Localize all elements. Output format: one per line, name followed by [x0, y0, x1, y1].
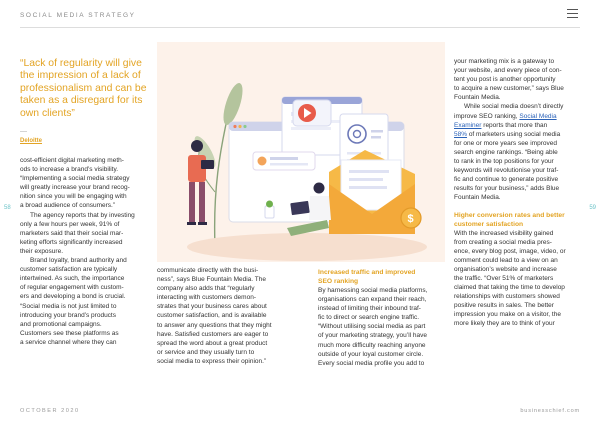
body-line: While social media doesn’t directly — [464, 103, 564, 111]
body-line: intertwined. As such, the importance — [20, 275, 125, 283]
text-column-3 — [318, 268, 446, 368]
body-line: positive results in sales. The better — [454, 302, 554, 310]
body-line: of regular engagement with custom- — [20, 284, 124, 292]
body-line: for one or more years see improved — [454, 139, 557, 147]
svg-text:$: $ — [407, 213, 414, 225]
body-line: a broad audience of consumers.” — [20, 202, 116, 210]
body-line: With the increased visibility gained — [454, 229, 554, 237]
body-line: Fountain Media. — [454, 194, 501, 202]
body-line: only a few hours per week, 91% of — [20, 220, 120, 228]
body-line: or service and they usually turn to — [157, 348, 255, 356]
body-line: have. Satisfied customers are eager to — [157, 330, 269, 338]
body-line: ence, every blog post, image, video, or — [454, 247, 566, 255]
body-line: fic to direct or search engine traffic. — [318, 314, 420, 322]
social-media-examiner-link[interactable]: Social Media — [519, 112, 557, 120]
body-line: 58% of marketers using social media — [454, 130, 561, 138]
play-button-icon — [293, 100, 331, 126]
body-line: Examiner reports that more than — [454, 121, 548, 129]
body-line: strates that your business cares about — [157, 303, 267, 311]
body-line: “Without utilising social media as part — [318, 323, 426, 331]
body-line: comment could lead to a view on an — [454, 256, 558, 264]
body-line: keting efforts significantly increased — [20, 238, 123, 246]
social-media-illustration — [157, 42, 445, 262]
body-line: organisations can expand their reach, — [318, 296, 427, 304]
body-line: your marketing mix is a gateway to — [454, 58, 555, 65]
body-line: much more difficulty reaching anyone — [318, 341, 426, 349]
fifty-eight-percent-link[interactable]: 58% — [454, 130, 468, 138]
page-number-left: 58 — [4, 205, 11, 211]
body-line: the traffic. “Over 51% of marketers — [454, 274, 554, 282]
body-line: spread the word about a great product — [157, 339, 268, 347]
body-line: their exposure. — [20, 247, 63, 255]
body-line: search engine rankings. “Being able — [454, 148, 558, 156]
body-line: and promotional campaigns. — [20, 320, 102, 328]
header-divider — [20, 27, 580, 28]
body-line: to acquire a new customer,” says Blue — [454, 85, 564, 93]
section-title: SOCIAL MEDIA STRATEGY — [20, 12, 136, 19]
body-line: outside of your loyal customer circle. — [318, 350, 424, 358]
body-line: customer satisfaction, and is available — [157, 312, 267, 320]
body-line: cost-efficient digital marketing meth- — [20, 157, 124, 164]
body-line: from creating a social media pres- — [454, 238, 552, 246]
body-line: to answer any questions that they might — [157, 321, 272, 329]
body-line: Every social media profile you add to — [318, 359, 425, 367]
body-line: Fountain Media. — [454, 94, 501, 102]
body-line: instead of limiting their inbound traf- — [318, 305, 421, 313]
body-line: results for your business,” adds Blue — [454, 185, 560, 193]
body-line: fic and continue to generate positive — [454, 176, 559, 184]
body-line: “Implementing a social media strategy — [20, 175, 130, 183]
body-line: customer satisfaction are typically — [20, 266, 118, 274]
body-line: claimed that taking the time to develop — [454, 284, 565, 292]
body-line: to rank in the top positions for your — [454, 158, 554, 166]
body-line: Brand loyalty, brand authority and — [30, 257, 127, 265]
body-line: impression you make on a visitor, the — [454, 311, 561, 319]
body-line: introducing your brand’s products — [20, 311, 116, 319]
pull-quote-dash: — — [20, 128, 27, 135]
issue-date: OCTOBER 2020 — [20, 408, 80, 414]
text-column-2 — [157, 266, 309, 366]
pull-quote: “Lack of regularity will give the impression of a lack of professionalism and can be taken as a disregard for its own clients” — [20, 58, 147, 119]
body-line: more likely they are to think of your — [454, 320, 555, 328]
body-line: ods to increase a brand’s visibility. — [20, 166, 119, 174]
body-line: ness”, says Blue Fountain Media. The — [157, 276, 266, 284]
body-line: improve SEO ranking, Social Media — [454, 112, 557, 120]
section-heading-conversion: Higher conversion rates and better customer satisfaction — [454, 211, 565, 228]
website-link[interactable]: businesschief.com — [520, 408, 580, 414]
body-line: “Social media is not just limited to — [20, 302, 117, 310]
body-line: nition since you will be engaging with — [20, 193, 127, 201]
pull-quote-source-link[interactable]: Deloitte — [20, 138, 43, 144]
body-line: a service channel where they can — [20, 338, 117, 346]
dollar-coin-icon — [401, 208, 421, 228]
section-heading-seo: Increased traffic and improved SEO ranking — [318, 269, 416, 285]
body-line: marketers said that their social mar- — [20, 229, 124, 237]
body-line: interacting with customers demon- — [157, 294, 256, 302]
body-line: company also adds that “regularly — [157, 285, 255, 293]
hamburger-menu-icon[interactable] — [567, 9, 578, 19]
body-line: ers and developing a bond is crucial. — [20, 293, 126, 301]
body-line: communicate directly with the busi- — [157, 267, 259, 274]
body-line: relationships with customers showed — [454, 293, 560, 301]
text-column-1 — [20, 156, 150, 347]
body-line: keywords will revolutionise your traf- — [454, 167, 559, 175]
body-line: will greatly increase your brand recog- — [20, 184, 130, 192]
body-line: of your marketing strategy, you’ll have — [318, 332, 427, 340]
body-line: Customers see these platforms as — [20, 329, 119, 337]
page-number-right: 59 — [589, 205, 596, 211]
social-media-examiner-link-2[interactable]: Examiner — [454, 121, 482, 129]
text-column-4 — [454, 57, 582, 329]
body-line: your website, and every piece of con- — [454, 67, 562, 75]
body-line: tent you post is another opportunity — [454, 76, 556, 84]
body-line: organisation’s website and increase — [454, 265, 557, 273]
body-line: By harnessing social media platforms, — [318, 287, 428, 294]
body-line: The agency reports that by investing — [30, 211, 135, 219]
body-line: social media to express their opinion.” — [157, 357, 267, 365]
